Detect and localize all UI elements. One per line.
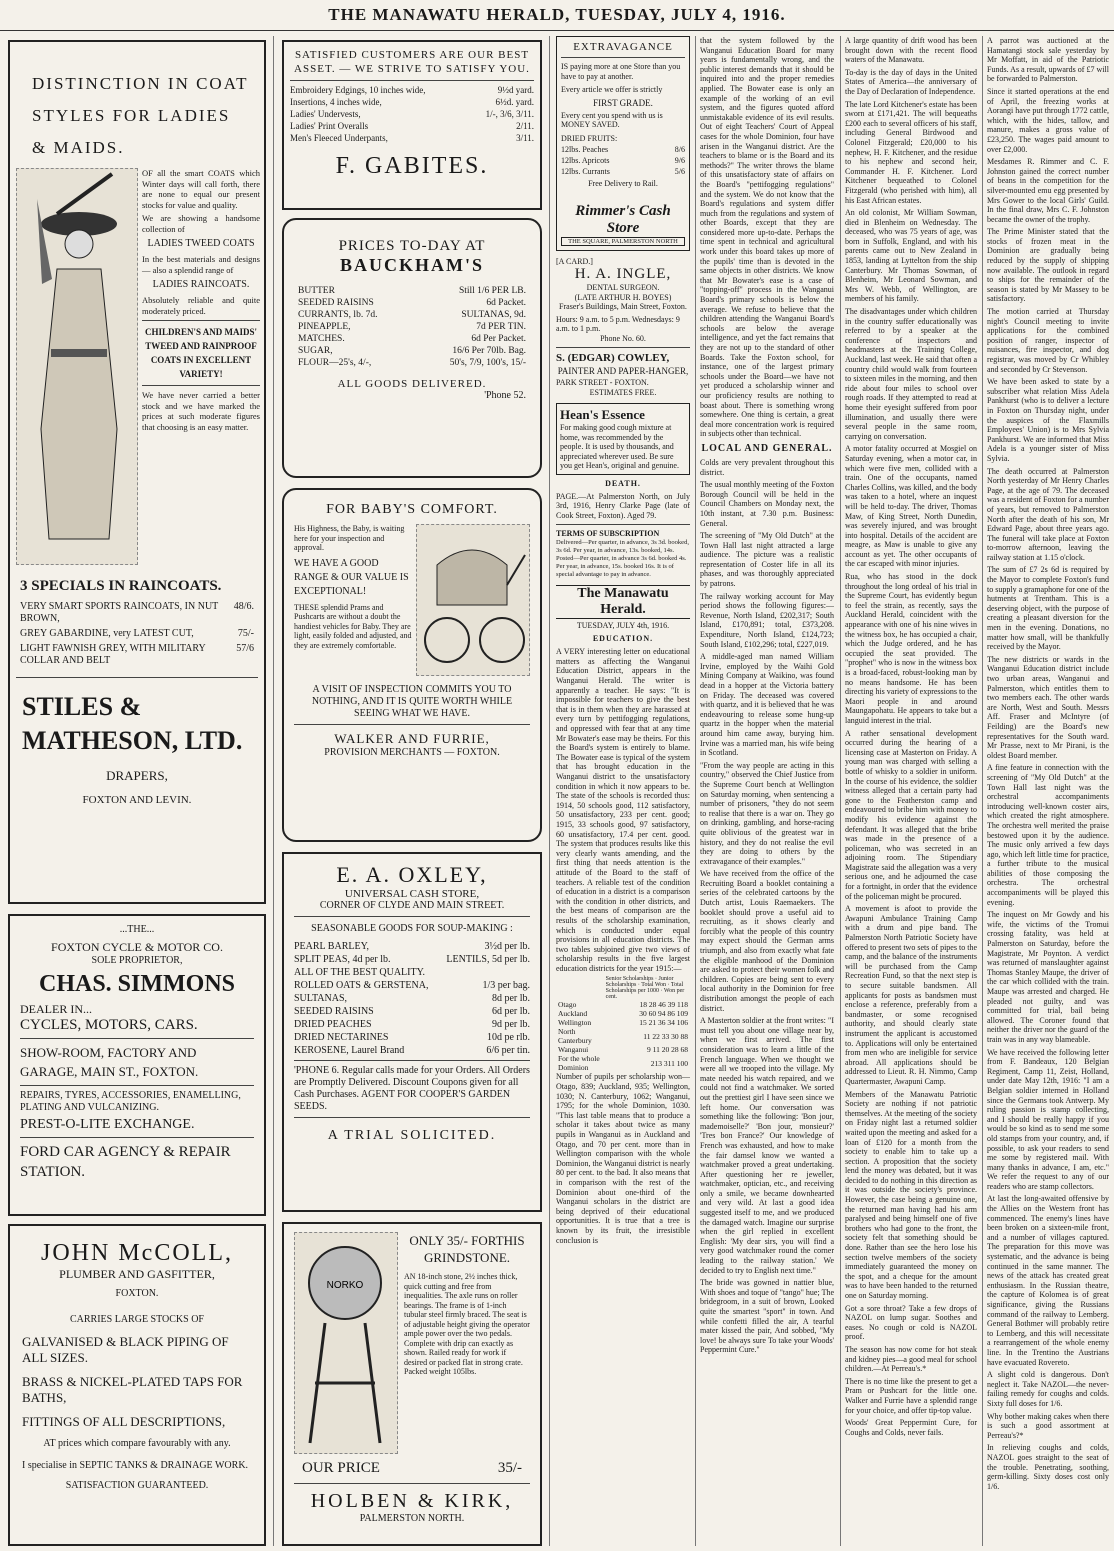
- item-name: SEEDED RAISINS: [294, 1006, 374, 1017]
- price-row: [298, 310, 526, 320]
- col6-p14: A slight cold is dangerous. Don't neglect it. Take NAZOL—the never-failing remedy for coughs and colds. Sixty full doses for 1/6.: [987, 1370, 1109, 1408]
- simmons-the: ...THE...: [119, 924, 155, 935]
- gabites-ad: [282, 40, 542, 210]
- item-name: ROLLED OATS & GERSTENA,: [294, 980, 429, 991]
- bauckham-title1: PRICES TO-DAY AT: [338, 238, 486, 254]
- col6-p15: Why bother making cakes when there is such a good assortment at Perreau's?*: [987, 1411, 1109, 1440]
- item-price: 7d PER TIN.: [476, 322, 526, 332]
- item-name: Ladies' Undervests,: [290, 109, 361, 119]
- raincoat-1-price: 48/6.: [233, 601, 254, 612]
- ad-headline: DISTINCTION IN COAT STYLES FOR LADIES & MAIDS.: [32, 74, 249, 157]
- simmons-prop: SOLE PROPRIETOR,: [91, 955, 183, 966]
- mccoll-l1: CARRIES LARGE STOCKS OF: [69, 1314, 204, 1325]
- cowley-addr: PARK STREET - FOXTON.: [556, 378, 649, 387]
- col5-p9: A movement is afoot to provide the Awapuni Ambulance Training Camp with a drum and pipe band. The Palmerston North Patriotic Society have offered to present two sets of pipes to the camp, and the balance of the instruments will be purchased from the Camp Recreation Fund, so that the next step is to secure suitable bandsmen. All applicants for posts as bandsmen must enclose a reference, preferably from a bandmaster, or some recognised authority, and should clearly state instrument the applicant is accustomed to. Applications will only be entertained from men who are ineligible for service abroad. All applications should be addressed to Lieut. R. H. Nimmo, Camp Quartermaster, Awapuni Camp.: [845, 904, 977, 1086]
- item-price: 50's, 7/9, 100's, 15/-: [449, 358, 526, 368]
- table-row: [556, 1054, 690, 1072]
- mccoll-l3: BRASS & NICKEL-PLATED TAPS FOR BATHS,: [22, 1374, 243, 1405]
- price-row: [294, 980, 530, 991]
- item-name: DRIED NECTARINES: [294, 1032, 389, 1043]
- price-row: [561, 167, 685, 176]
- item-price: 1/-, 3/6, 3/11.: [485, 109, 534, 119]
- item-name: PINEAPPLE,: [298, 322, 351, 332]
- simmons-ford: FORD CAR AGENCY & REPAIR STATION.: [20, 1144, 231, 1180]
- column-rule: [840, 36, 841, 1546]
- col4-p9: A Masterton soldier at the front writes: "I must tell you about one village near by, when we first arrived. The first consideration was to learn a little of the French language. When we thought we were all we trooped into the village. My mate needed his watch repaired, and we could not find a watchmaker. We sorted out the prettiest girl I have seen since we left home. Our conversation was something like the following: 'Bon jour, mademoiselle?' 'Bon jour, monsieur?' 'Tres bon France?' Our knowledge of French was exhausted, and how to make the fair damsel know we wanted a watchmaker proved a great undertaking. After questioning her re jeweller, watchmaker, optician, etc., and receiving only a smile, we became downhearted and very wild. At last a good idea suggested itself to me, and we produced the damaged watch. Imagine our surprise when the girl replied in excellent English: 'My dear sirs, you will find a very good watchmaker round the corner leading to the railway station.' We decided to try to English next time.": [700, 1016, 834, 1275]
- item-name: Ladies' Print Overalls: [290, 121, 369, 131]
- price-row: [294, 1006, 530, 1017]
- walker-furrie-sub: PROVISION MERCHANTS — FOXTON.: [324, 747, 500, 758]
- col6-p8: The sum of £7 2s 6d is required by the Mayor to complete Foxton's fund to supply a gramaphone for one of the hutments at Trentham. This is a deserving object, with the purpose of creating a pleasant diversion for the men in the evening. Donations, no matter how small, will be thankfully received by the Mayor.: [987, 565, 1109, 652]
- values-cell: 213 311 100: [650, 1058, 688, 1068]
- local-general-heading: LOCAL AND GENERAL.: [701, 442, 833, 454]
- cowley-ad: [556, 352, 690, 397]
- col4-p1: that the system followed by the Wanganui Education Board for many years is fundamentally wrong, and the public interest demands that it should be inquired into and the proper remedies applied. The Bowater ease is only an example of the working of an evil system, and the figures quoted afford unmistakable evidence of its evil results. Out of eight Teachers' Court of Appeal cases for the whole Dominion, four have arisen in the Wanganui district. Are the teachers to blame or is the Board and its methods?" The writer throws the blame of this unsatisfactory state of affairs on the Board's "pettifogging regulations" and the system. We do not know that the Board's regulations and system differ much from the regulations and system of other Boards, except that they are considered more up-to-date. Perhaps the time spent in technical and agricultural work under this board takes up more of the pupils' time than is devoted in the same objects in other districts. We know that Mr Bowater's ease is a case of "topping-off" process in the Wanganui Board's primary schools is below the average. We refuse to believe that the children attending the Wanganui Board's schools are below the average intelligence, and yet the fact remains that they are not up to the standard of other Boards. Take the Foxton school, for instance, one of the largest primary schools under the Board—we have not yet produced a scholarship winner and our proficiency results are nothing to boast about. There is something wrong somewhere. One thing is certain, a great deal more concentration work is required in subjects other than technical.: [700, 36, 834, 439]
- column-rule: [982, 36, 983, 1546]
- district-cell: Otago: [558, 1000, 577, 1010]
- column-4: [700, 36, 834, 1546]
- price-row: [298, 286, 526, 296]
- item-price: 6d per lb.: [491, 1006, 530, 1017]
- item-price: 8/6: [674, 145, 685, 154]
- item-name: SULTANAS,: [294, 993, 348, 1004]
- coats-intro: OF all the smart COATS which Winter days will call forth, there are none to equal our present stocks for value and quality.: [142, 168, 260, 210]
- item-name: Insertions, 4 inches wide,: [290, 97, 382, 107]
- item-name: DRIED PEACHES: [294, 1019, 372, 1030]
- price-row: [294, 941, 530, 952]
- col6-p16: In relieving coughs and colds, NAZOL goes straight to the seat of the trouble. Penetrating, soothing, germ-killing. Sixty doses cost only 1/6.: [987, 1443, 1109, 1491]
- col6-p4: The Prime Minister stated that the stocks of frozen meat in the Dominion are gradually being reduced by the supply of shipping now available. The outlook in regard to ships for the remainder of the season is stated by Mr Massey to be satisfactory.: [987, 227, 1109, 304]
- price-row: [294, 993, 530, 1004]
- col4-p3: The usual monthly meeting of the Foxton Borough Council will be held in the Council Chambers on Monday next, the 10th instant, at 7.30 p.m. Business: General.: [700, 480, 834, 528]
- mccoll-l2: GALVANISED & BLACK PIPING OF ALL SIZES.: [22, 1334, 229, 1365]
- bauckham-title2: BAUCKHAM'S: [339, 255, 484, 275]
- col4-p6: A middle-aged man named William Irvine, employed by the Waihi Gold Mining Company at Waikino, was found dead in a hopper at the Victoria battery on Friday. The deceased was covered with quartz, and it is believed that he was endeavouring to release some hung-up quartz in the hopper when the material around him came away, burying him. Irvine was a married man, his wife being in Scotland.: [700, 652, 834, 758]
- price-row: [294, 1045, 530, 1056]
- oxley-note: 'PHONE 6. Regular calls made for your Orders. All Orders are Promptly Delivered. Discount Coupons given for all Cash Purchases. AGENT FOR COOPER'S GARDEN SEEDS.: [294, 1065, 530, 1112]
- coats-stock: We have never carried a better stock and we have marked the prices at such moderate figures that choosing is an easy matter.: [142, 390, 260, 432]
- item-name: ALL OF THE BEST QUALITY.: [294, 967, 426, 978]
- scholarship-table: [556, 976, 690, 1072]
- item-price: 9½d yard.: [497, 85, 534, 95]
- item-price: Still 1/6 PER LB.: [458, 286, 526, 296]
- tweed-coats-label: LADIES TWEED COATS: [147, 238, 255, 249]
- values-cell: 15 21 36 34 106: [639, 1018, 688, 1028]
- column-rule: [695, 36, 696, 1546]
- holben-name: HOLBEN & KIRK,: [310, 1490, 514, 1512]
- price-row: [290, 109, 534, 119]
- col5-p4: An old colonist, Mr William Sowman, died in Blenheim on Wednesday. The deceased, who was 75 years of age, was born in Suffolk, England, and with his parents came out to New Zealand in 1853, landing at Lyttelton from the ship Canterbury. Mr Thomas Sowman, of Blenheim, Mr Leonard Sowman, and Mrs W. Webb, of Wellington, are members of his family.: [845, 208, 977, 304]
- district-cell: North Canterbury: [558, 1027, 592, 1046]
- item-name: KEROSENE, Laurel Brand: [294, 1045, 405, 1056]
- col4-p2: Colds are very prevalent throughout this district.: [700, 457, 834, 477]
- ingle-title: DENTAL SURGEON.: [586, 283, 660, 292]
- baby-title: FOR BABY'S COMFORT.: [326, 502, 498, 517]
- ingle-phone: Phone No. 60.: [600, 333, 646, 343]
- item-price: 3/11.: [516, 133, 534, 143]
- mccoll-ad: [8, 1224, 266, 1546]
- baby-comfort-ad: [282, 488, 542, 842]
- simmons-goods: CYCLES, MOTORS, CARS.: [20, 1017, 198, 1033]
- cowley-name: S. (EDGAR) COWLEY,: [556, 352, 670, 364]
- values-cell: 30 60 94 86 109: [639, 1009, 688, 1019]
- item-price: LENTILS, 5d per lb.: [446, 954, 530, 965]
- table-row: [556, 1018, 690, 1027]
- extravagance-t3: FIRST GRADE.: [593, 97, 653, 108]
- extravagance-title: EXTRAVAGANCE: [573, 41, 673, 53]
- price-row: [294, 967, 530, 978]
- extravagance-t6: Free Delivery to Rail.: [588, 179, 658, 188]
- raincoats-label: LADIES RAINCOATS.: [152, 279, 250, 290]
- col5-p12: The season has now come for hot steak and kidney pies—a good meal for school children.—At Perreau's.*: [845, 1344, 977, 1374]
- col5-p3: The late Lord Kitchener's estate has been sworn at £171,421. The will bequeaths £200 each to several officers of his staff, including General Birdwood and Colonel Fitzgerald; £20,000 to his nephew, H. F. Kitchener, and the residue to his nephew and second heir, Commander H. F. Kitchener. Lord Kitchener bequeathed to Colonel Fitzgerald (who perished with him), all his East African estates.: [845, 99, 977, 205]
- education-p2: Number of pupils per scholarship won—Otago, 839; Auckland, 935; Wellington, 1030; N. Canterbury, 1062; Wanganui, 1795; for the whole Dominion, 1030. "This last table means that to produce a scholar it takes about twice as many pupils in Wanganui as in Auckland and Otago, and 70 per cent. more than in Wellington comparison with the whole Dominion, the Wanganui district is nearly 80 per cent. to the bad. It also means that in comparison with the rest of the Dominion about one-third of the Wanganui scholars in the district are being deprived of their educational opportunities. It is true that a tree is known by its fruit, the irresistible conclusion is: [556, 1072, 690, 1245]
- raincoat-2-price: 75/-: [237, 628, 254, 639]
- stiles-town: FOXTON AND LEVIN.: [82, 794, 192, 806]
- raincoat-3: LIGHT FAWNISH GREY, WITH MILITARY COLLAR AND BELT: [20, 643, 206, 666]
- simmons-name: CHAS. SIMMONS: [38, 971, 236, 997]
- column-6: [987, 36, 1109, 1546]
- grindstone-headline: ONLY 35/- FORTHIS GRINDSTONE.: [409, 1233, 525, 1265]
- item-price: 2/11.: [516, 121, 534, 131]
- simmons-ad: [8, 914, 266, 1216]
- masthead: THE MANAWATU HERALD, TUESDAY, JULY 4, 1916.: [0, 0, 1114, 31]
- mccoll-trade: PLUMBER AND GASFITTER,: [59, 1267, 215, 1281]
- raincoat-3-price: 57/6: [236, 643, 254, 654]
- death-heading: DEATH.: [605, 478, 641, 488]
- grindstone-price: 35/-: [497, 1460, 522, 1476]
- column-5: [845, 36, 977, 1546]
- district-cell: For the whole Dominion: [558, 1054, 600, 1073]
- col4-p7: "From the way people are acting in this country," observed the Chief Justice from the Supreme Court bench at Wellington on Saturday morning, when sentencing a number of prisoners, "they do not seem to realise that there is a war on. They go on drinking, gambling, and horse-racing quite oblivious of the greatest war in history, and they do not realise the evil they are doing to others by the extravagance of their examples.": [700, 760, 834, 866]
- stiles-name: STILES & MATHESON, LTD.: [22, 692, 243, 755]
- item-name: BUTTER: [298, 286, 335, 296]
- item-name: CURRANTS, lb. 7d.: [298, 310, 378, 320]
- raincoat-specials: 3 SPECIALS IN RAINCOATS.: [20, 578, 222, 594]
- price-row: [298, 358, 526, 368]
- item-price: 8d per lb.: [491, 993, 530, 1004]
- col5-p10: Members of the Manawatu Patriotic Society are nothing if not patriotic themselves. At the meeting of the society on Friday night last a returned soldier waited upon the meeting and asked for a loan of £120 for a month from the society to enable him to take up a section. A proposition that the society lend the money was debated, but it was decided to do nothing in this direction as it was outside the society's province. However, the case being a genuine one, the returned man having had his arm paralysed and being himself one of five brothers who had gone to the front, the society felt that something should be done. Rather than see the hero lose his section twelve members of the society immediately guaranteed the money on the spot, and a cheque for the amount was to have been handed to the returned one on Saturday morning.: [845, 1089, 977, 1300]
- col5-p2: To-day is the day of days in the United States of America—the anniversary of the Day of Declaration of Independence.: [845, 67, 977, 96]
- col5-p8: A rather sensational development occurred during the hearing of a licensing case at Masterton on Friday. A young man was charged with selling a bottle of whisky to a soldier in uniform. In the course of his evidence, the soldier witness alleged that a certain party had gone to the Featherston camp and endeavoured to bribe him with money to modify his evidence against the defendant. It was alleged that the bribe was made in the presence of a policeman, who was secreted in an adjoining room. The Stipendiary Magistrate said the allegation was a very serious one, and he adjourned the case for a fortnight, in order that the evidence of the policeman might be procured.: [845, 728, 977, 901]
- coats-materials: In the best materials and designs — also a splendid range of: [142, 254, 260, 275]
- col6-p5: The motion carried at Thursday night's Council meeting to invite applications for the combined position of ranger, inspector of nuisances, fire inspector, and dog registrar, was moved by Cr Whibley and seconded by Cr Stevenson.: [987, 307, 1109, 374]
- hean-title: Hean's Essence: [560, 407, 645, 422]
- col6-p2: Since it started operations at the end of April, the freezing works at Aorangi have put through 1772 cattle, which, with the hides, tallow, and manure, makes a gross value of £23,250. The wages paid amount to over £2,000.: [987, 86, 1109, 154]
- walker-furrie-name: WALKER AND FURRIE,: [334, 731, 490, 746]
- simmons-co: FOXTON CYCLE & MOTOR CO.: [51, 940, 223, 954]
- district-cell: Wellington: [558, 1018, 592, 1028]
- ingle-late: (LATE ARTHUR H. BOYES): [574, 292, 672, 302]
- terms-text: Delivered—Per quarter, in advance, 3s 3d. booked, 3s 6d. Per year, in advance, 13s. booked, 14s. Posted—Per quarter, in advance 3s 6d. booked 4s. Per year, in advance, 15s. booked 16s. It is of special advantage to pay in advance.: [556, 538, 689, 578]
- price-row: [298, 298, 526, 308]
- hean-text: For making good cough mixture at home, was recommended by the people. It is used by thousands, and appreciated wherever used. Be sure you get Hean's, original and genuine.: [560, 423, 679, 470]
- price-row: [294, 1019, 530, 1030]
- col4-p5: The railway working account for May period shows the following figures:—Revenue, North Island, £202,317; South Island, £170,891; total, £373,208. Expenditure, North Island, £124,723; South Island, £102,296; total, £227,019.: [700, 591, 834, 649]
- cowley-est: ESTIMATES FREE.: [589, 387, 657, 397]
- values-cell: 9 11 20 28 68: [647, 1045, 688, 1055]
- simmons-dealer: DEALER IN...: [20, 1002, 92, 1016]
- district-cell: Wanganui: [558, 1045, 589, 1055]
- extravagance-t5: DRIED FRUITS:: [561, 133, 618, 143]
- lady-coat-illustration: [16, 168, 138, 565]
- item-price: 1/3 per bag.: [482, 980, 530, 991]
- oxley-sub2: CORNER OF CLYDE AND MAIN STREET.: [319, 900, 505, 911]
- baby-intro: His Highness, the Baby, is waiting here for your inspection and approval.: [294, 524, 405, 552]
- item-name: 12lbs. Currants: [561, 167, 610, 176]
- column-rule: [273, 36, 274, 1546]
- col4-p10: The bride was gowned in nattier blue, With shoes and toque of "tango" hue; The bridegroom, in a suit of brown, Looked quite the smartest "sport" in town. And while confetti filled the air, A tearful mater kissed the pair, And sobbed, "My love! be always sure To take your Woods' Peppermint Cure.": [700, 1278, 834, 1355]
- baby-prams: THESE splendid Prams and Pushcarts are without a doubt the handiest vehicles for Baby. They are light, easily folded and adjusted, and they are extremely comfortable.: [294, 602, 412, 650]
- pram-illustration: [416, 524, 530, 676]
- price-row: [298, 346, 526, 356]
- rimmer-logo-sub: THE SQUARE, PALMERSTON NORTH: [561, 237, 685, 246]
- col5-p14: Woods' Great Peppermint Cure, for Coughs and Colds, never fails.: [845, 1418, 977, 1437]
- col5-p13: There is no time like the present to get a Pram or Pushcart for the little one. Walker and Furrie have a splendid range for your choice, and offer tip-top value.: [845, 1376, 977, 1415]
- grindstone-desc: AN 18-inch stone, 2½ inches thick, quick cutting and free from inequalities. The axle runs on roller bearings. The frame is of 1-inch tubular steel firmly braced. The seat is of adjustable height giving the operator ample power over the two pedals. Complete with drip can exactly as shown. Railed ready for work if desired or packed flat in strong crate. Packed weight 105lbs.: [404, 1272, 530, 1376]
- oxley-trial: A TRIAL SOLICITED.: [327, 1128, 497, 1143]
- mccoll-l4: FITTINGS OF ALL DESCRIPTIONS,: [22, 1414, 226, 1429]
- price-row: [294, 954, 530, 965]
- item-name: PEARL BARLEY,: [294, 941, 370, 952]
- column-rule: [549, 36, 550, 1546]
- col6-p10: A fine feature in connection with the screening of "My Old Dutch" at the Town Hall last night was the orchestral accompaniments introducing well-known coster airs, which created the right atmosphere. The orchestra well merited the praise bestowed upon it by the audience. The music only arrived a few days ago, which left little time for practice, a further tribute to the musical abilities of those composing the orchestra. The orchestral accompaniments will be played this evening.: [987, 763, 1109, 907]
- coats-reliable: Absolutely reliable and quite moderately priced.: [142, 295, 260, 316]
- item-name: MATCHES.: [298, 334, 345, 344]
- oxley-sub1: UNIVERSAL CASH STORE,: [344, 888, 480, 900]
- item-name: Embroidery Edgings, 10 inches wide,: [290, 85, 426, 95]
- stiles-matheson-ad: [8, 40, 266, 904]
- price-row: [290, 133, 534, 143]
- svg-text:NORKO: NORKO: [326, 1280, 364, 1291]
- item-name: 12lbs. Apricots: [561, 156, 610, 165]
- gabites-intro: SATISFIED CUSTOMERS ARE OUR BEST ASSET. — WE STRIVE TO SATISFY YOU.: [294, 49, 530, 75]
- item-name: FLOUR—25's, 4/-,: [298, 358, 372, 368]
- terms-heading: TERMS OF SUBSCRIPTION: [556, 529, 660, 539]
- item-price: 5/6: [674, 167, 685, 176]
- price-row: [290, 121, 534, 131]
- item-price: 6d Packet.: [486, 298, 526, 308]
- mccoll-l7: SATISFACTION GUARANTEED.: [65, 1480, 209, 1491]
- col5-p11: Got a sore throat? Take a few drops of NAZOL on lump sugar. Soothes and eases. No cough or cold is NAZOL proof.: [845, 1303, 977, 1342]
- item-name: SPLIT PEAS, 4d per lb.: [294, 954, 391, 965]
- col6-p12: We have received the following letter from F. Bandeaux, 120 Belgian Regiment, Camp 11, Zeist, Holland, under date May 12th, 1916: "I am a Belgian soldier interned in Holland since the Germans took Antwerp. My ruling passion is stamp collecting, and I should be really happy if you would be so kind as to send me some old stamps from your country, and, if possible, to ask your readers to send me some by registered mail. With many thanks in advance, I am, etc." We refer the request to any of our readers who are stamp collectors.: [987, 1047, 1109, 1191]
- extravagance-t2: Every article we offer is strictly: [561, 85, 663, 94]
- mccoll-l6: I specialise in SEPTIC TANKS & DRAINAGE WORK.: [22, 1460, 249, 1471]
- col5-p5: The disadvantages under which children in the country suffer educationally was referred to by a speaker at the conference of inspectors and headmasters at the Training College, Auckland, last week. He said that often a country child would walk from fourteen to sixteen miles in the morning, and then ride about four miles to school over rough roads. If they attempted to read at home their eyesight suffered from poor illumination, and usually there were several people in the same room, carrying on conversation.: [845, 307, 977, 441]
- price-row: [290, 97, 534, 107]
- col5-p6: A motor fatality occurred at Mosgiel on Saturday evening, when a motor car, in which were five men, collided with a train. One of the occupants, named Charles Collins, was killed, and the body was taken to a hotel, where an inquest will be held to-day. The driver, Thomas Maw, of King Street, North Dunedin, was severely injured, and was brought into hospital. Details of the accident are meagre, as Maw is unable to give any account as yet. The other occupants of the car escaped with minor injuries.: [845, 444, 977, 569]
- oxley-name: E. A. OXLEY,: [336, 862, 488, 887]
- oxley-season: SEASONABLE GOODS FOR SOUP-MAKING :: [311, 923, 513, 934]
- hean-ad: [556, 403, 690, 475]
- mccoll-l5: AT prices which compare favourably with any.: [43, 1438, 231, 1449]
- gabites-name: F. GABITES.: [335, 153, 489, 179]
- education-p1: A VERY interesting letter on educational matters as affecting the Wanganui Education District, appears in the Wanganui Herald. The writer is apparently a teacher. He says: "It is impossible for teachers to give the best that is in them when they are harassed at every turn by pettifogging regulations, and oppressed with fear that at any time Mr Bowater's ease may be theirs. For this the Board's system is entirely to blame. The Bowater ease is typical of the system that has brought education in the Wanganui district to the unsatisfactory condition in which it now appears to be. The state of the schools is recorded thus: 1914, 50 schools good, 112 satisfactory, 50 unsatisfactory, 233 per cent. good; 1915, 33 schools good, 97 satisfactory, 60 unsatisfactory, 17.4 per cent. good. The system that produces results like this very clearly wants amending, and the first thing that needs attention is the attitude of the Board to the staff of teachers. A reliable test of the condition of education in a district is a comparison with the condition in other districts, and the best means of comparison are the results of the scholarship examination, which is conducted under equal provisions in all education districts. The two tables subjoined give two views of scholarship results in the five largest education districts for the year 1915:—: [556, 647, 690, 973]
- holben-town: PALMERSTON NORTH.: [359, 1513, 465, 1524]
- values-cell: 11 22 33 30 88: [643, 1031, 688, 1041]
- grindstone-price-label: OUR PRICE: [302, 1460, 380, 1476]
- col5-p7: Rua, who has stood in the dock throughout the long ordeal of his trial in the Supreme Court, has evidently begun to feel the strain, as recently, says the Auckland Herald, coincident with the appearance with one of his nine wives in the witness box, he has occupied a chair, which the Judge ordered, and he has occupied the seat provided. The "prophet" who is now in the witness box is a broad-faced, robust-looking man by no means handsome. He has been directing his variety of expressions to the Maori people in and around Maungapohatu. He appears to take but a languid interest in the trial.: [845, 572, 977, 725]
- table-row: [556, 1000, 690, 1009]
- extravagance-t1: IS paying more at one Store than you have to pay at another.: [561, 62, 681, 81]
- col6-p1: A parrot was auctioned at the Hamatangi stock sale yesterday by Mr Moffatt, in aid of the Patriotic Funds. As a result, upwards of £7 will be forwarded to Palmerston.: [987, 36, 1109, 84]
- col6-p3: Mesdames R. Rimmer and C. F. Johnston gained the correct number of beans in the competition for the silver-mounted emu egg presented by Mrs Gower to the local Girls' Guild. In the final draw, Mrs C. F. Johnston became the owner of the trophy.: [987, 157, 1109, 224]
- mccoll-name: JOHN McCOLL,: [41, 1240, 233, 1266]
- herald-title: The Manawatu Herald.: [556, 585, 690, 619]
- bauckham-phone: 'Phone 52.: [484, 390, 526, 401]
- oxley-ad: [282, 852, 542, 1212]
- price-row: [294, 1032, 530, 1043]
- death-notice: PAGE.—At Palmerston North, on July 3rd, 1916, Henry Clarke Page (late of Cook Street, Foxton). Aged 79.: [556, 491, 690, 520]
- column-3: [556, 36, 690, 1248]
- bauckham-ad: [282, 218, 542, 478]
- table-row: [556, 1027, 690, 1045]
- col4-p4: The screening of "My Old Dutch" at the Town Hall last night attracted a large audience. The picture was a realistic representation of Coster life in all its phases, and was thoroughly appreciated by patrons.: [700, 531, 834, 589]
- ingle-name: H. A. INGLE,: [574, 266, 672, 282]
- table-header: Senior Scholarships · Junior Scholarships · Total Won · Total Scholarships per 1000 · Won per cent.: [605, 976, 685, 1001]
- price-row: [290, 85, 534, 95]
- education-heading: EDUCATION.: [592, 634, 654, 644]
- price-row: [561, 156, 685, 165]
- item-price: 3½d per lb.: [484, 941, 530, 952]
- district-cell: Auckland: [558, 1009, 588, 1019]
- table-header-row: [556, 976, 690, 1000]
- raincoat-1: VERY SMART SPORTS RAINCOATS, IN NUT BROWN,: [20, 601, 219, 624]
- col6-p11: The inquest on Mr Gowdy and his wife, the victims of the Tromui crossing fatality, was held at Palmerston on Saturday, before the Magistrate, Mr Poynton. A verdict was returned of manslaughter against Thomas Stanley Maupe, the driver of the car which collided with the train. Maupe was arrested and charged. He pleaded not guilty, and was committed for trial, bail being allowed. The Coroner found that neither the driver nor the guard of the train was in any way blameable.: [987, 910, 1109, 1044]
- simmons-repairs: REPAIRS, TYRES, ACCESSORIES, ENAMELLING, PLATING AND VULCANIZING.: [20, 1090, 241, 1113]
- holben-kirk-ad: [282, 1222, 542, 1546]
- price-row: [298, 334, 526, 344]
- mccoll-town: FOXTON.: [115, 1288, 159, 1299]
- item-name: Men's Fleeced Underpants,: [290, 133, 388, 143]
- extravagance-ad: [556, 36, 690, 251]
- raincoat-2: GREY GABARDINE, very LATEST CUT,: [20, 628, 194, 639]
- baby-visit: A VISIT OF INSPECTION COMMITS YOU TO NOTHING, AND IT IS QUITE WORTH WHILE SEEING WHAT WE HAVE.: [311, 684, 513, 719]
- item-price: 9/6: [674, 156, 685, 165]
- price-row: [561, 145, 685, 154]
- table-row: [556, 1009, 690, 1018]
- item-price: 6½d. yard.: [495, 97, 534, 107]
- grindstone-illustration: [294, 1232, 398, 1454]
- values-cell: 18 28 46 39 118: [639, 1000, 688, 1010]
- col6-p9: The new districts or wards in the Wanganui Education district include two urban areas, Wanganui and Palmerston, which entitles them to two members each. The other wards are North, West and South. Messrs Aff. Fraser and McIntyre (of Feilding) are the Board's new representatives for the South ward. Mr Prasse, next to Mr Pirani, is the oldest Board member.: [987, 654, 1109, 760]
- ingle-hours: Hours: 9 a.m. to 5 p.m. Wednesdays: 9 a.m. to 1 p.m.: [556, 314, 680, 333]
- ingle-card: [556, 257, 690, 344]
- ingle-card-label: [A CARD.]: [556, 256, 593, 266]
- children-coats: CHILDREN'S AND MAIDS' TWEED AND RAINPROOF COATS IN EXCELLENT VARIETY!: [144, 327, 258, 379]
- baby-range: WE HAVE A GOOD RANGE & OUR VALUE IS EXCEPTIONAL!: [294, 557, 409, 597]
- item-price: 16/6 Per 70lb. Bag.: [452, 346, 526, 356]
- col4-p8: We have received from the office of the Recruiting Board a booklet containing a series of the celebrated cartoons by the Dutch artist, Louis Raemaekers. The booklet should prove a useful aid to recruiting, as it shows clearly and forcibly what the people of this country may expect should the German arms triumph, and also from exactly what fate the eligible manhood of the Dominion are asked to protect their women folk and children. Copies are being sent to every local authority in the Dominion for free distribution amongst the people of each district.: [700, 869, 834, 1013]
- simmons-prest: PREST-O-LITE EXCHANGE.: [20, 1117, 195, 1132]
- rimmer-logo: Rimmer's Cash Store: [575, 202, 671, 236]
- col5-p1: A large quantity of drift wood has been brought down with the recent flood waters of the Manawatu.: [845, 36, 977, 65]
- bauckham-footer: ALL GOODS DELIVERED.: [337, 378, 487, 390]
- item-price: 6d Per Packet.: [471, 334, 526, 344]
- item-price: 9d per lb.: [491, 1019, 530, 1030]
- simmons-showroom: SHOW-ROOM, FACTORY AND GARAGE, MAIN ST., FOXTON.: [20, 1045, 199, 1079]
- price-row: [298, 322, 526, 332]
- item-price: SULTANAS, 9d.: [461, 310, 526, 320]
- col6-p13: At last the long-awaited offensive by the Allies on the Western front has commenced. The enemy's lines have been broken on a sixteen-mile front, and a number of villages captured. The preparation for this move was systematic, and the advance is being continued in the same manner. The news of the attack has created great enthusiasm. In the Russian theatre, the capture of Kolomea is of great significance, giving the Russians command of the railway to Lemberg. General Bothmer will probably retire to Lemberg, and this will necessitate a rearrangement of the whole enemy line. In the Trentino the Austrians have evacuated Rovereto.: [987, 1194, 1109, 1367]
- item-price: 6/6 per tin.: [486, 1045, 530, 1056]
- col6-p6: We have been asked to state by a subscriber what relation Miss Adela Pankhurst (who is to deliver a lecture in Foxton on Thursday night, under the auspices of the Flaxmills Employees' Union) is to Mrs Sylvia Pankhurst. We are informed that Miss Adela is a younger sister of Miss Sylvia.: [987, 377, 1109, 463]
- herald-date: TUESDAY, JULY 4th, 1916.: [576, 620, 670, 630]
- extravagance-t4: Every cent you spend with us is MONEY SAVED.: [561, 110, 663, 129]
- table-row: [556, 1045, 690, 1054]
- item-name: SEEDED RAISINS: [298, 298, 374, 308]
- ingle-addr: Fraser's Buildings, Main Street, Foxton.: [559, 302, 687, 311]
- coats-showing: We are showing a handsome collection of: [142, 213, 260, 234]
- col6-p7: The death occurred at Palmerston North yesterday of Mr Henry Charles Page, at the age of 79. The deceased was a resident of Foxton for a number of years, but removed to Palmerston North after the death of his son, Mr Edward Page, about three years ago. The funeral will take place at Foxton to-morrow afternoon, leaving the railway station at 1.15 o'clock.: [987, 466, 1109, 562]
- item-name: SUGAR,: [298, 346, 333, 356]
- item-price: 10d pe rlb.: [486, 1032, 530, 1043]
- stiles-drapers: DRAPERS,: [106, 768, 168, 783]
- item-name: 12lbs. Peaches: [561, 145, 609, 154]
- cowley-trade: PAINTER AND PAPER-HANGER,: [557, 366, 689, 376]
